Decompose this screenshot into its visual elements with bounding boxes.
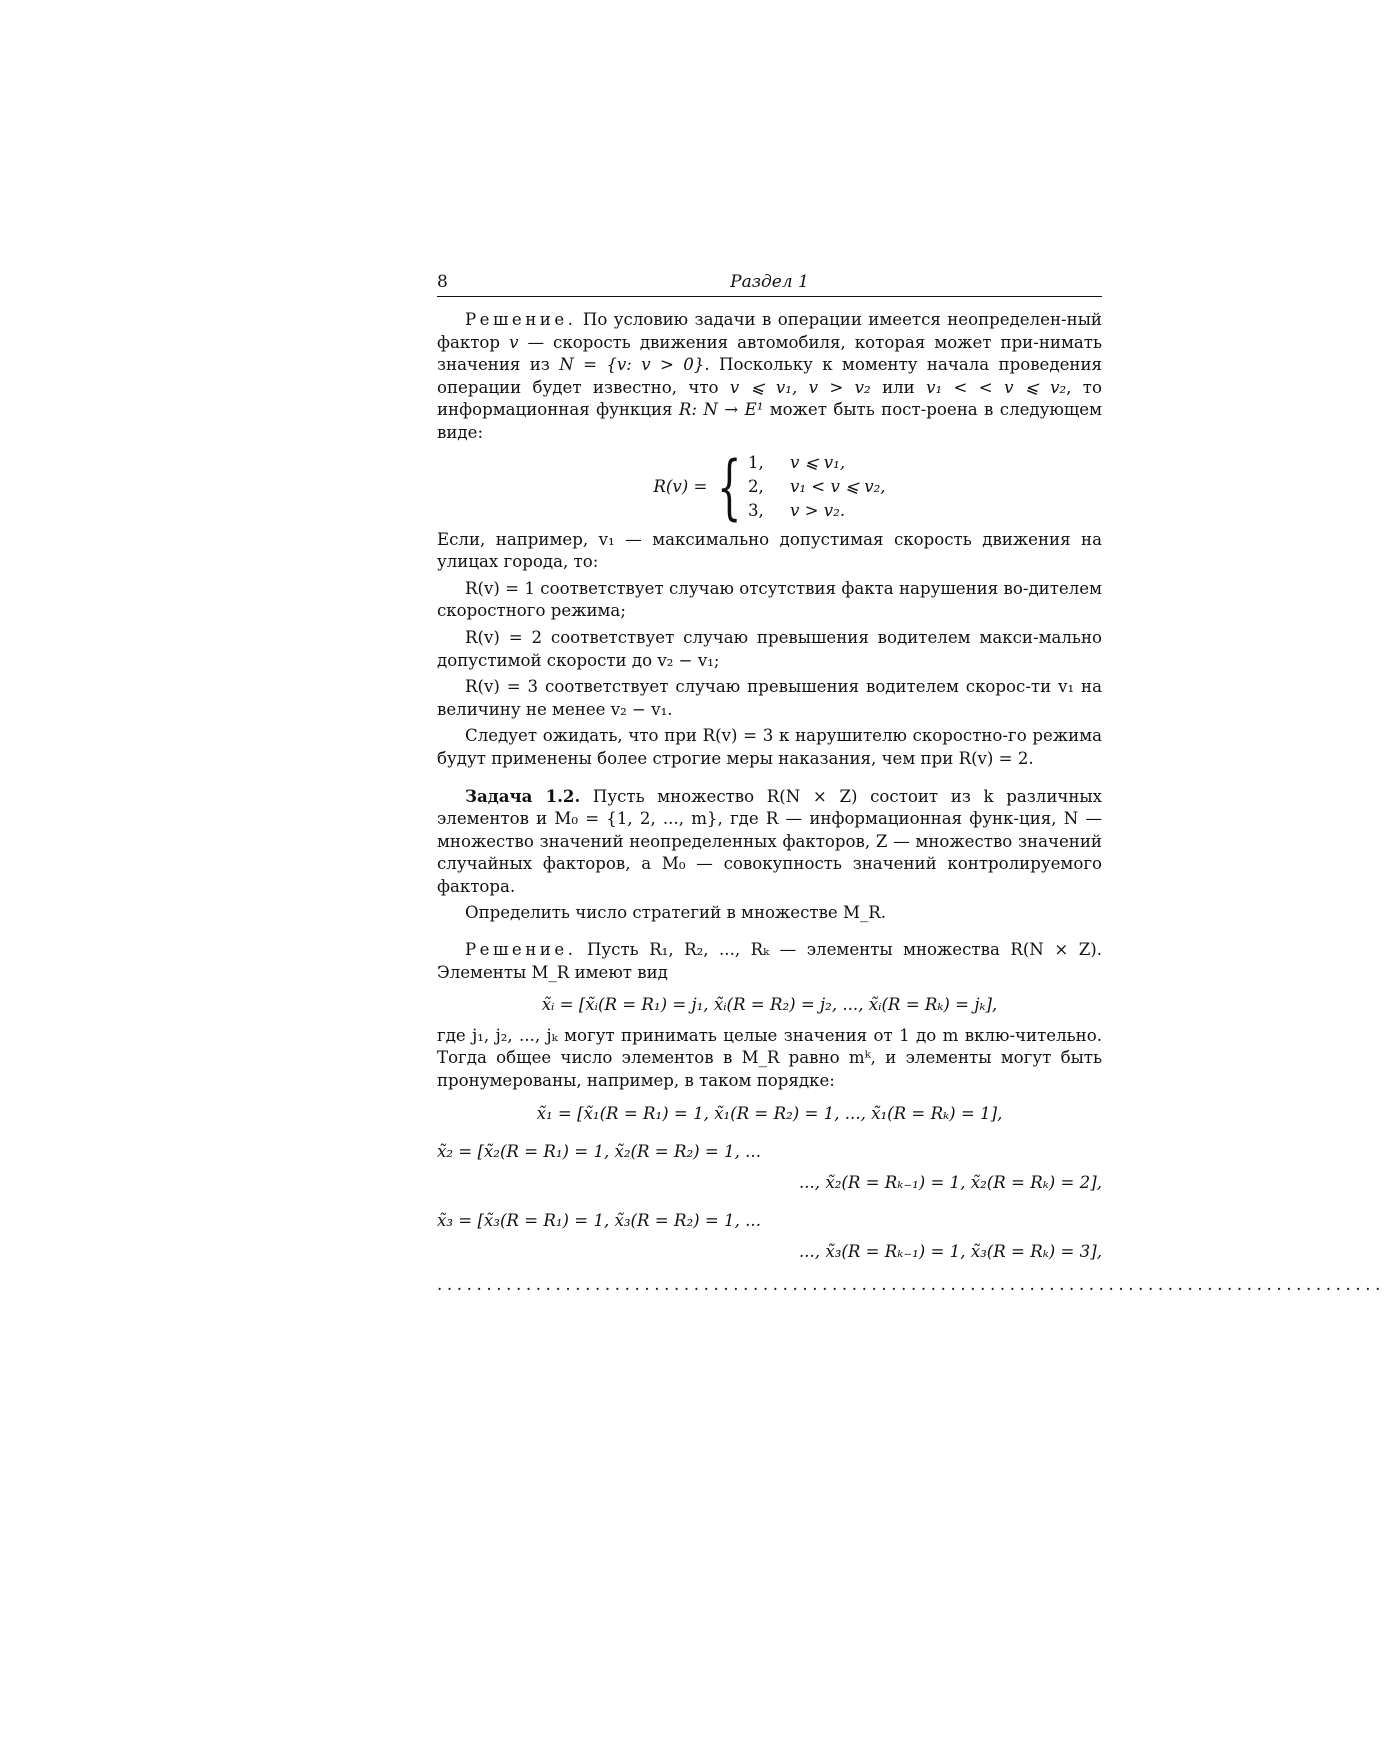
solution2-paragraph — [437, 939, 1102, 984]
formula-x2-line2: ..., x̃₂(R = Rₖ₋₁) = 1, x̃₂(R = Rₖ) = 2], — [798, 1172, 1102, 1192]
task-text: Пусть множество R(N × Z) состоит из k различных элементов и M₀ = {1, 2, ..., m}, где R — информационная функ-ция, N — множество значений неопределенных факторов, Z — множество значений случайных факторов, а M₀ — совокупность значений контролируемого фактора. — [437, 786, 1102, 896]
solution1-text3: . Поскольку к моменту начала проведения операции будет известно, что — [437, 355, 1102, 397]
example-item2: R(v) = 2 соответствует случаю превышения водителем макси-мально допустимой скорости до v₂ − v₁; — [437, 627, 1102, 670]
page-number: 8 — [437, 272, 448, 292]
case-value: 3, — [747, 500, 764, 520]
task-label: Задача 1.2. — [465, 785, 581, 806]
page-header — [437, 272, 1102, 297]
solution1-text5: , то информационная функция — [437, 377, 1102, 420]
piecewise-formula — [437, 445, 1102, 528]
case-condition: v ⩽ v₁, — [789, 452, 846, 472]
formula-x3-line2: ..., x̃₃(R = Rₖ₋₁) = 1, x̃₃(R = Rₖ) = 3], — [798, 1242, 1102, 1261]
formula-x2-line1: x̃₂ = [x̃₂(R = R₁) = 1, x̃₂(R = R₂) = 1, ... — [437, 1142, 761, 1162]
solution1-paragraph — [437, 309, 1102, 445]
continuation-dots: ................................................................................................ — [437, 1274, 1385, 1294]
solution1-function: R: N → E¹ — [678, 400, 764, 420]
case-condition: v₁ < v ⩽ v₂, — [789, 476, 886, 496]
formula-x3-line1: x̃₃ = [x̃₃(R = R₁) = 1, x̃₃(R = R₂) = 1, ... — [437, 1211, 761, 1231]
solution1-text2: — скорость движения автомобиля, которая может при-нимать значения из — [437, 332, 1102, 375]
example-item1: R(v) = 1 соответствует случаю отсутствия факта нарушения во-дителем скоростного режима; — [437, 578, 1102, 621]
case-condition: v > v₂. — [789, 500, 846, 520]
case-value: 2, — [747, 476, 764, 496]
formula-cases — [748, 451, 886, 523]
solution2-text1: Пусть R₁, R₂, ..., Rₖ — элементы множества R(N × Z). Элементы M_R имеют вид — [437, 940, 1102, 982]
formula-general: x̃ᵢ = [x̃ᵢ(R = R₁) = j₁, x̃ᵢ(R = R₂) = j₂, ..., x̃ᵢ(R = Rₖ) = jₖ], — [541, 995, 998, 1015]
running-title: Раздел 1 — [730, 272, 809, 292]
formula-lhs: R(v) = — [653, 476, 708, 496]
case-value: 1, — [747, 452, 764, 472]
solution1-condition: v ⩽ v₁, v > v₂ — [729, 377, 871, 397]
solution1-set-n: N = {v: v > 0} — [559, 355, 705, 375]
example-intro: Если, например, v₁ — максимально допустимая скорость движения на улицах города, то: — [437, 529, 1102, 572]
solution1-var-v: v — [509, 332, 519, 352]
solution2-lead: Решение. — [465, 940, 577, 960]
book-page — [437, 272, 1385, 1296]
page-body — [437, 309, 1385, 1296]
solution1-text1: По условию задачи в операции имеется неопределен-ный фактор — [437, 310, 1102, 352]
task-paragraph — [437, 785, 1102, 899]
task-question: Определить число стратегий в множестве M_R. — [465, 903, 887, 923]
solution1-text4: или — [870, 377, 927, 397]
formula-x1: x̃₁ = [x̃₁(R = R₁) = 1, x̃₁(R = R₂) = 1, ..., x̃₁(R = Rₖ) = 1], — [536, 1103, 1003, 1123]
solution1-condition2: v₁ < < v ⩽ v₂ — [926, 377, 1067, 397]
example-conclusion: Следует ожидать, что при R(v) = 3 к нарушителю скоростно-го режима будут применены более строгие меры наказания, чем при R(v) = 2. — [437, 726, 1102, 768]
left-brace: { — [717, 445, 742, 528]
solution1-lead: Решение. — [465, 310, 577, 329]
solution2-text2: где j₁, j₂, ..., jₖ могут принимать целые значения от 1 до m вклю-чительно. Тогда общее число элементов в M_R равно mᵏ, и элементы могут быть пронумерованы, например, в таком порядке: — [437, 1025, 1102, 1091]
solution1-text6: может быть пост-роена в следующем виде: — [437, 400, 1103, 442]
example-item3: R(v) = 3 соответствует случаю превышения водителем скорос-ти v₁ на величину не менее v₂ − v₁. — [437, 677, 1102, 719]
